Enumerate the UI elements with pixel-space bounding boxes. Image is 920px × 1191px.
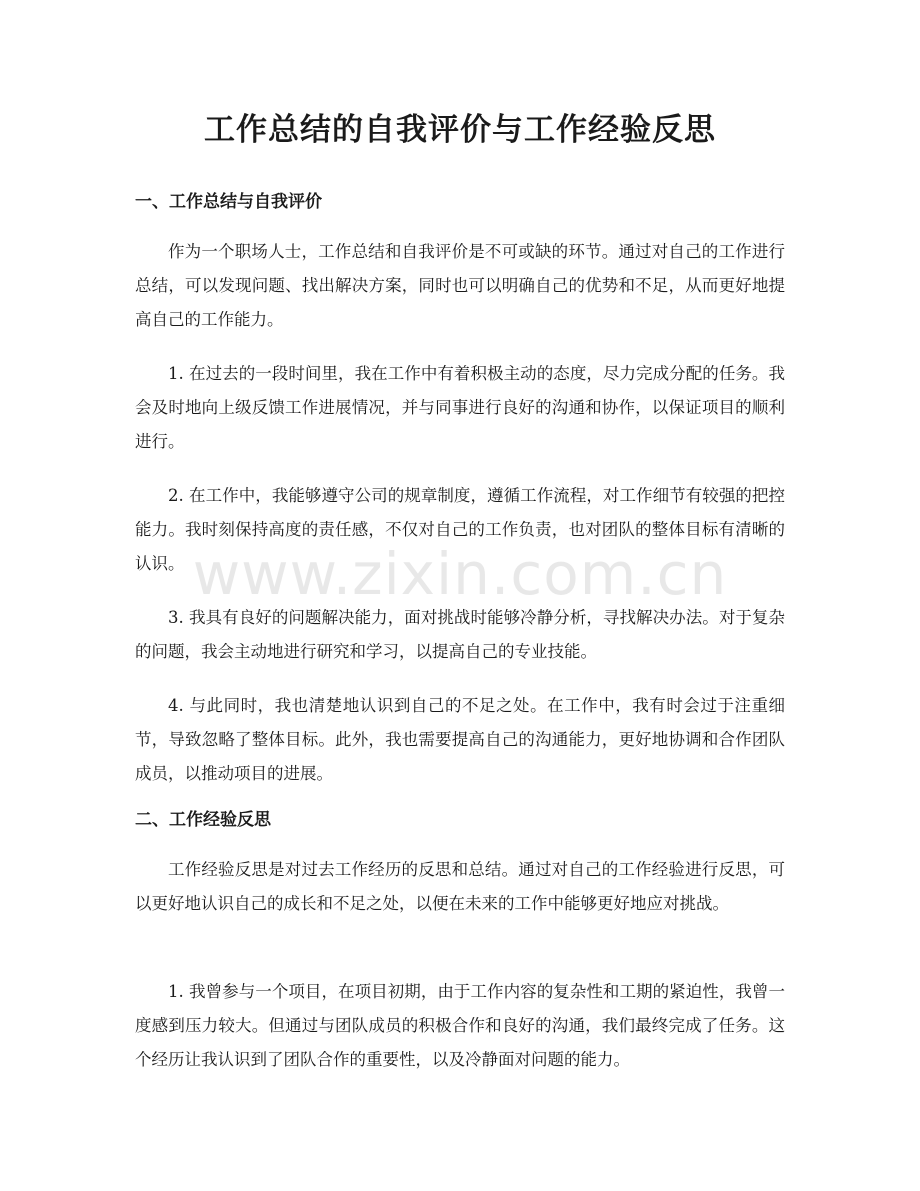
section-heading-1: 一、工作总结与自我评价: [135, 192, 322, 212]
paragraph-1-item-1: 1. 在过去的一段时间里，我在工作中有着积极主动的态度，尽力完成分配的任务。我会及时地向上级反馈工作进展情况，并与同事进行良好的沟通和协作，以保证项目的顺利进行。: [135, 364, 785, 451]
paragraph-1-item-3: 3. 我具有良好的问题解决能力，面对挑战时能够冷静分析，寻找解决办法。对于复杂的问题，我会主动地进行研究和学习，以提高自己的专业技能。: [135, 608, 785, 661]
watermark: www.zixin.com.cn: [192, 540, 728, 608]
paragraph-intro-1: 作为一个职场人士，工作总结和自我评价是不可或缺的环节。通过对自己的工作进行总结，可以发现问题、找出解决方案，同时也可以明确自己的优势和不足，从而更好地提高自己的工作能力。: [135, 242, 785, 329]
section-heading-2: 二、工作经验反思: [135, 810, 271, 830]
page-title: 工作总结的自我评价与工作经验反思: [204, 112, 716, 148]
paragraph-1-item-2: 2. 在工作中，我能够遵守公司的规章制度，遵循工作流程，对工作细节有较强的把控能力。我时刻保持高度的责任感，不仅对自己的工作负责，也对团队的整体目标有清晰的认识。: [135, 486, 785, 573]
paragraph-2-item-1: 1. 我曾参与一个项目，在项目初期，由于工作内容的复杂性和工期的紧迫性，我曾一度感到压力较大。但通过与团队成员的积极合作和良好的沟通，我们最终完成了任务。这个经历让我认识到了团队合作的重要性，以及冷静面对问题的能力。: [135, 982, 785, 1069]
paragraph-1-item-4: 4. 与此同时，我也清楚地认识到自己的不足之处。在工作中，我有时会过于注重细节，导致忽略了整体目标。此外，我也需要提高自己的沟通能力，更好地协调和合作团队成员，以推动项目的进展。: [135, 696, 785, 783]
paragraph-intro-2: 工作经验反思是对过去工作经历的反思和总结。通过对自己的工作经验进行反思，可以更好地认识自己的成长和不足之处，以便在未来的工作中能够更好地应对挑战。: [135, 860, 785, 913]
